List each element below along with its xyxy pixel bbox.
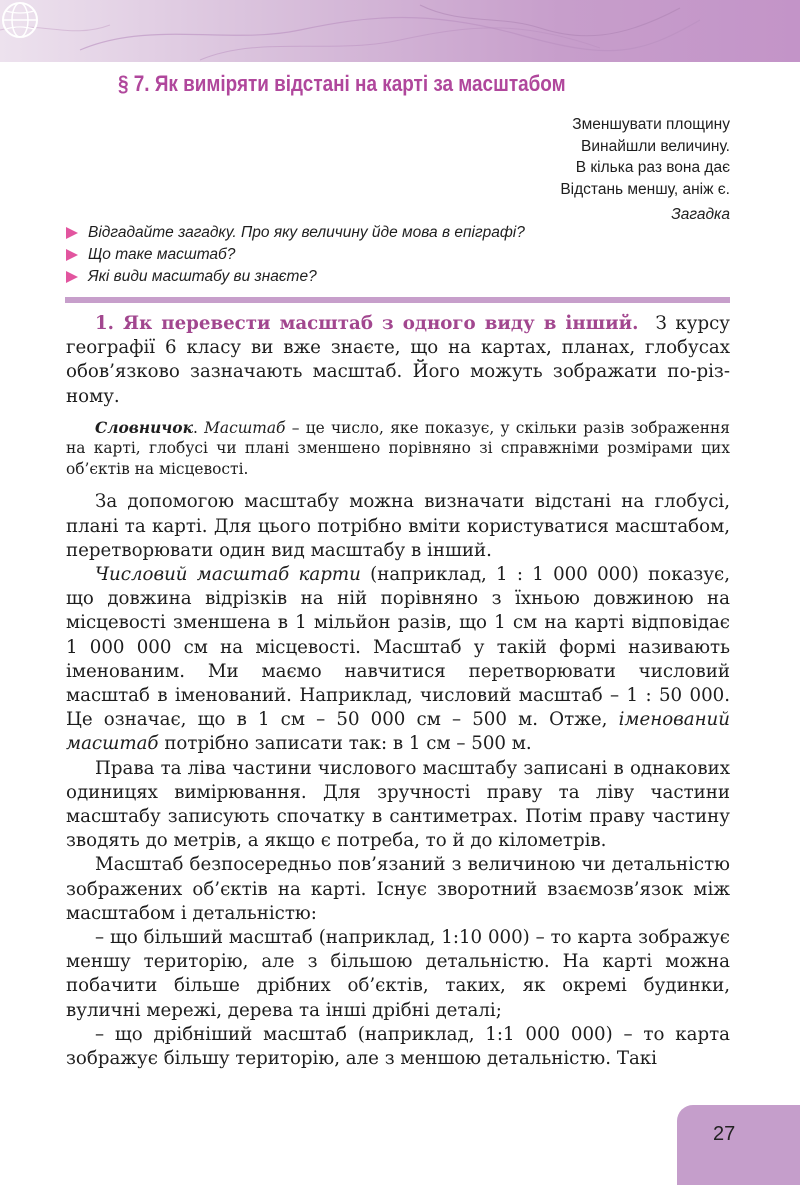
epigraph-line: Винайшли величину. — [581, 137, 730, 155]
glossary-note: Словничок. Масштаб – це число, яке показує, у скільки разів зображення на карті, глобусі чи плані зменшено порівняно зі справжніми розмірами цих об’єктів на місцевості. — [66, 418, 730, 478]
main-text — [66, 312, 730, 1071]
epigraph-source: Загадка — [671, 206, 730, 223]
page-title: § 7. Як виміряти відстані на карті за масштабом — [118, 71, 566, 96]
paragraph: – що дрібніший масштаб (наприклад, 1:1 000 000) – то карта зображує більшу територію, але з меншою детальністю. Такі — [66, 1023, 730, 1069]
section-divider — [65, 297, 730, 303]
triangle-bullet-icon — [66, 249, 78, 261]
paragraph: Права та ліва частини числового масштабу записані в однакових одиницях вимірювання. Для зручності праву та ліву частини масштабу записують спочатку в сантиметрах. Потім праву частину зводять до метрів, а якщо є потреба, то й до кілометрів. — [66, 757, 730, 852]
section-heading: 1. Як перевести масштаб з одного виду в інший. — [95, 313, 639, 334]
epigraph-line: В кілька раз вона дає — [575, 159, 730, 176]
globe-icon — [0, 0, 40, 40]
question-list — [66, 222, 525, 288]
paragraph: Масштаб безпосередньо пов’язаний з величиною чи детальністю зображених об’єктів на карті. Існує зворотний взаємозв’язок між масштабом і детальністю: — [66, 854, 730, 924]
paragraph: За допомогою масштабу можна визначати відстані на глобусі, плані та карті. Для цього потрібно вміти користуватися масштабом, перетворювати один вид масштабу в інший. — [66, 491, 730, 561]
question-item: Які види масштабу ви знаєте? — [66, 266, 525, 288]
paragraph: – що більший масштаб (наприклад, 1:10 000) – то карта зображує меншу територію, але з більшою детальністю. На карті можна побачити більше дрібних об’єктів, таких, як окремі будинки, вуличні мережі, дерева та інші дрібні деталі; — [66, 926, 730, 1021]
epigraph — [560, 114, 730, 226]
glossary-term: Масштаб — [204, 418, 286, 437]
epigraph-line: Зменшувати площину — [572, 116, 730, 133]
question-item: Відгадайте загадку. Про яку величину йде мова в епіграфі? — [66, 222, 525, 244]
question-item: Що таке масштаб? — [66, 244, 525, 266]
map-decoration — [0, 0, 800, 62]
triangle-bullet-icon — [66, 271, 78, 283]
header-band — [0, 0, 800, 62]
paragraph: Числовий масштаб карти (наприклад, 1 : 1 000 000) показує, що довжина відрізків на ній порівняно з їхньою довжиною на місцевості зменшена в 1 мільйон разів, що 1 см на карті відповідає 1 000 000 см на місцевості. Масштаб у такій формі називають іменованим. Ми маємо навчитися перетворювати числовий масштаб в іменований. Наприклад, числовий масштаб – 1 : 50 000. Це означає, що в 1 см – 50 000 см – 500 м. Отже, іменований масштаб потрібно записати так: в 1 см – 500 м. — [66, 563, 731, 755]
page-number: 27 — [677, 1105, 800, 1185]
section-1-paragraph: 1. Як перевести масштаб з одного виду в інший. З курсу географії 6 класу ви вже знаєте, що на картах, планах, глобусах обов’язково зазначають масштаб. Його можуть зображати по-різному. — [66, 313, 730, 407]
glossary-label: Словничок — [95, 418, 193, 437]
triangle-bullet-icon — [66, 227, 78, 239]
epigraph-line: Відстань меншу, аніж є. — [560, 180, 730, 198]
